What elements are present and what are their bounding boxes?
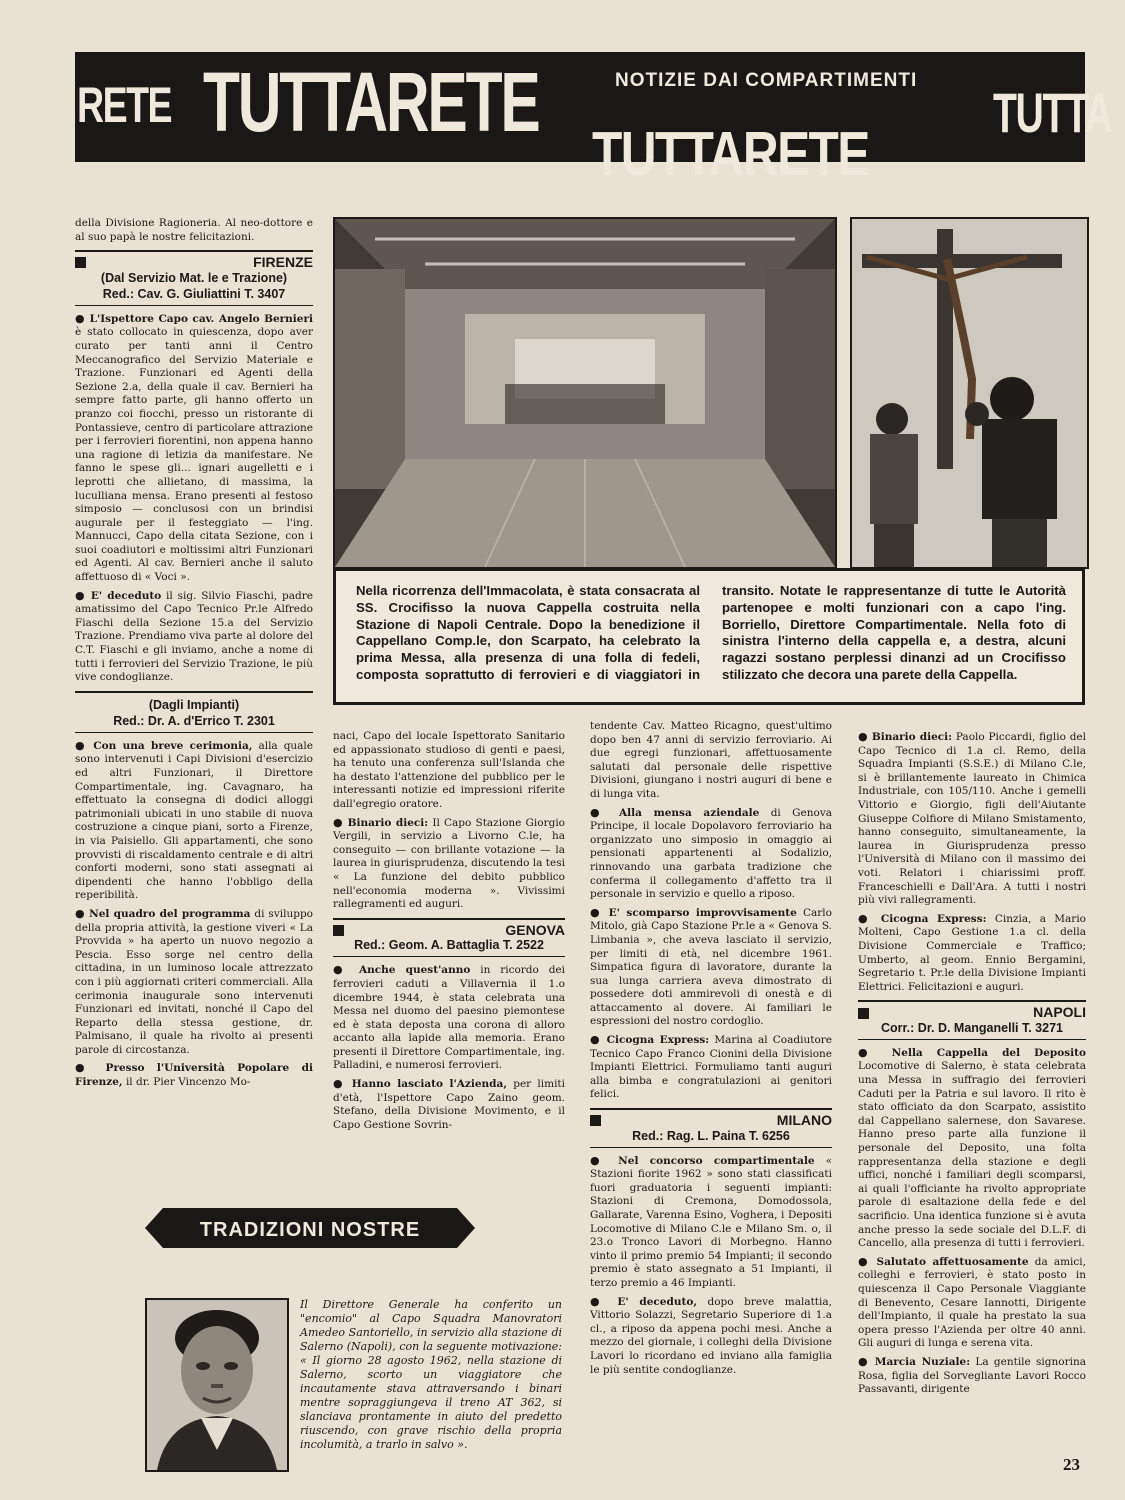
article: ● Cicogna Express: Cinzia, a Mario Molteni, Capo Gestione 1.a cl. della Divisione Commerciale e Traffico; Umberto, al geom. Ennio Bergamini, Segretario t. Pr.le della Divisione Impianti Elettrici. Felicitazioni e auguri. bbox=[858, 911, 1087, 993]
tradizioni-nostre-banner bbox=[145, 1208, 475, 1248]
crucifix-photo bbox=[850, 217, 1089, 569]
section-dept: (Dagli Impianti) bbox=[148, 697, 240, 712]
article: ● Presso l'Università Popolare di Firenze, il dr. Pier Vincenzo Mo- bbox=[75, 1061, 313, 1089]
bullet-icon: ● bbox=[858, 1354, 870, 1368]
chapel-interior-image bbox=[335, 219, 835, 567]
section-editor: Red.: Rag. L. Paina T. 6256 bbox=[632, 1128, 790, 1143]
article: ● Hanno lasciato l'Azienda, per limiti d'età, l'Ispettore Capo Zaino geom. Stefano, della Divisione Movimento, e il Capo Gestione Sovrin- bbox=[333, 1077, 566, 1131]
bullet-icon: ● bbox=[333, 963, 350, 977]
article: ● E' deceduto il sig. Silvio Fiaschi, padre amatissimo del Capo Tecnico Pr.le Alfredo Fiaschi della Sezione 15.a del Servizio Trazione. Prendiamo viva parte al dolore del C.T. Fiaschi e gli inviamo, anche a nome di tutti i ferrovieri del Servizio Trazione, le più vive condoglianze. bbox=[75, 588, 313, 684]
section-header-napoli bbox=[858, 1000, 1086, 1040]
bullet-icon: ● bbox=[590, 905, 603, 919]
article: ● E' deceduto, dopo breve malattia, Vittorio Solazzi, Segretario Superiore di 1.a cl., a riposo da appena pochi mesi. Anche a mezzo del giornale, i colleghi della Divisione Lavori lo ricordano ed inviano alla famiglia le più sentite condoglianze. bbox=[590, 1294, 832, 1376]
portrait-photo bbox=[145, 1298, 289, 1472]
article: ● Binario dieci: Paolo Piccardi, figlio del Capo Tecnico di 1.a cl. Remo, della Squadra Impianti (S.S.E.) di Milano C.le, si è brillantemente laureato in Chimica Industriale, con 105/110. Anche i gemelli Vittorio e Giorgio, figli dell'Aiutante Giuseppe Colfiore di Milano Smistamento, hanno conseguito, simultaneamente, la laurea in Giurisprudenza presso l'Università di Milano con il massimo dei voti. Relatori i chiarissimi proff. Franceschielli e Dall'Ara. A tutti i nostri più vivi rallegramenti. bbox=[858, 730, 1086, 907]
bullet-icon: ● bbox=[590, 1033, 602, 1047]
chapel-interior-photo bbox=[333, 217, 837, 569]
bullet-icon: ● bbox=[858, 730, 869, 743]
bullet-icon: ● bbox=[75, 1061, 94, 1075]
bullet-icon: ● bbox=[590, 1153, 608, 1167]
column-1 bbox=[75, 217, 313, 1094]
column-3 bbox=[590, 720, 832, 1381]
article: ● Alla mensa aziendale di Genova Principe, il locale Dopolavoro ferroviario ha organizzato uno simposio in omaggio ai pensionati appartenenti al Sodalizio, rinnovando una garbata tradizione che conferma il collegamento d'affetto tra il personale in servizio e quello a riposo. bbox=[590, 805, 833, 901]
section-header-firenze bbox=[75, 250, 313, 306]
bullet-icon: ● bbox=[75, 311, 86, 325]
portrait-image bbox=[147, 1300, 287, 1470]
bullet-icon: ● bbox=[75, 906, 86, 920]
section-editor: Red.: Geom. A. Battaglia T. 2522 bbox=[354, 938, 544, 953]
bullet-icon: ● bbox=[858, 1045, 878, 1059]
bullet-icon: ● bbox=[590, 1294, 607, 1308]
bullet-icon: ● bbox=[590, 805, 608, 819]
article: ● Marcia Nuziale: La gentile signorina Rosa, figlia del Sorvegliante Lavori Rocco Passavanti, dirigente bbox=[858, 1354, 1086, 1396]
banner-right-fragment: TUTTA bbox=[993, 81, 1112, 144]
bullet-icon: ● bbox=[333, 1077, 346, 1091]
bullet-icon: ● bbox=[75, 588, 87, 602]
section-square-icon bbox=[590, 1115, 601, 1126]
article: ● Salutato affettuosamente da amici, colleghi e ferrovieri, è stato posto in quiescenza il Capo Personale Viaggiante di Benevento, Cesare Iannotti, Dirigente dell'Impianto, il quale ha prestato la sua opera presso l'Azienda per oltre 40 anni. Gli auguri di lunga e serena vita. bbox=[858, 1254, 1086, 1350]
banner-title: TUTTARETE bbox=[203, 55, 539, 149]
section-dept: (Dal Servizio Mat. le e Trazione) bbox=[100, 270, 288, 285]
article: ● Cicogna Express: Marina al Coadiutore Tecnico Capo Franco Cionini della Divisione Impianti Elettrici. Formuliamo tanti auguri alla bimba e congratulazioni ai genitori felici. bbox=[590, 1033, 832, 1101]
article: ● Anche quest'anno in ricordo dei ferrovieri caduti a Villavernia il 1.o dicembre 1944, è stata celebrata una Messa nel duomo del paesino piemontese ed è stata deposta una corona di alloro accanto alla lapide alla memoria. Erano presenti il Direttore Compartimentale, ing. Palladini, e numerosi ferrovieri. bbox=[333, 963, 565, 1072]
section-square-icon bbox=[858, 1008, 869, 1019]
tradizioni-quote: Il Direttore Generale ha conferito un "encomio" al Capo Squadra Manovratori Amedeo Santoriello, in servizio alla stazione di Salerno (Napoli), con la seguente motivazione: « Il giorno 28 agosto 1962, nella stazione di Salerno, scorto un viaggiatore che incautamente stava attraversando i binari mentre sopraggiungeva il treno AT 362, si slanciava prontamente in aiuto del predetto riuscendo, con grave rischio della propria incolumità, a trarlo in salvo ». bbox=[300, 1298, 562, 1451]
article: ● E' scomparso improvvisamente Carlo Mitolo, già Capo Stazione Pr.le a « Genova S. Limbania », che aveva lasciato il servizio, per limiti di età, nel dicembre 1961. Simpatica figura di lavoratore, durante la sua lunga carriera aveva dimostrato di possedere doti ammirevoli di onestà e di attaccamento al dovere. Ai familiari le espressioni del nostro cordoglio. bbox=[590, 905, 832, 1028]
article: tendente Cav. Matteo Ricagno, quest'ultimo dopo ben 47 anni di servizio ferroviario. Ai due egregi funzionari, affettuosamente salutati dal personale delle rispettive Divisioni, giungano i nostri auguri di bene e di lunga vita. bbox=[590, 720, 832, 800]
section-header-milano bbox=[590, 1108, 832, 1148]
section-editor: Red.: Dr. A. d'Errico T. 2301 bbox=[113, 713, 275, 728]
bullet-icon: ● bbox=[75, 738, 88, 752]
article: ● Con una breve cerimonia, alla quale sono intervenuti i Capi Divisioni d'esercizio ed altri Funzionari, il Direttore Compartimentale, ing. Cavagnaro, ha effettuato la consegna di dodici alloggi patrimoniali ubicati in uno stabile di nuova costruzione a cinque piani, sorto a Firenze, in via Paisiello. Gli appartamenti, che sono provvisti di riscaldamento centrale e di altri conforti moderni, sono stati assegnati ai dipendenti che hanno l'obbligo della reperibilità. bbox=[75, 738, 314, 902]
column-2 bbox=[333, 730, 565, 1136]
section-title: MILANO bbox=[776, 1112, 832, 1129]
banner-subtitle: NOTIZIE DAI COMPARTIMENTI bbox=[615, 70, 918, 91]
section-editor: Corr.: Dr. D. Manganelli T. 3271 bbox=[880, 1020, 1063, 1035]
banner-left-fragment: RETE bbox=[77, 77, 172, 133]
article: ● Nel quadro del programma di sviluppo della propria attività, la gestione viveri « La Provvida » ha aperto un nuovo negozio a Pescia. Esso sorge nel centro della cittadina, in un luminoso locale attrezzato con i più aggiornati criteri commerciali. Alla cerimonia inaugurale sono intervenuti Funzionari ed invitati, nonché il Capo del Reparto della stessa gestione, dr. Palmisano, il quale ha rivolto ai presenti parole di circostanza. bbox=[75, 906, 313, 1056]
section-title: FIRENZE bbox=[253, 254, 313, 271]
bullet-icon: ● bbox=[333, 815, 344, 829]
bullet-icon: ● bbox=[858, 1254, 871, 1268]
article: ● L'Ispettore Capo cav. Angelo Bernieri è stato collocato in quiescenza, dopo aver curato per tanti anni il Centro Meccanografico del Servizio Materiale e Trazione. Funzionari ed Agenti della Sezione 2.a, della quale il cav. Bernieri ha sempre fatto parte, gli hanno offerto un pranzo coi fiocchi, presso un ristorante di Pontassieve, centro di particolare attrazione per i ferrovieri fiorentini, non appena hanno una ragione di letizia da manifestare. Ne fanno le spese gli... ignari augelletti e i leprotti che allietano, di massima, la luculliana mensa. Erano presenti al festoso simposio — conclusosi con un brindisi augurale per il festeggiato — l'ing. Mannucci, Capo della citata Sezione, con i suoi coadiutori e moltissimi altri Funzionari ed Agenti. Al cav. Bernieri anche il saluto affettuoso di « Voci ». bbox=[75, 311, 314, 584]
section-title: NAPOLI bbox=[1033, 1004, 1086, 1021]
banner-bottom-fragment: TUTTARETE bbox=[592, 120, 869, 189]
section-editor: Red.: Cav. G. Giuliattini T. 3407 bbox=[102, 286, 286, 301]
header-banner bbox=[75, 52, 1112, 189]
section-header-genova bbox=[333, 918, 565, 958]
crucifix-boys-image bbox=[852, 219, 1087, 567]
section-square-icon bbox=[333, 925, 344, 936]
page-number: 23 bbox=[1063, 1455, 1080, 1474]
article: ● Nella Cappella del Deposito Locomotive di Salerno, è stata celebrata una Messa in suffragio dei ferrovieri Caduti per la Patria e sul lavoro. Il rito è stato officiato da don Scarpato, assistito dal Cappellano salernese, don Savarese. Hanno preso parte alla funzione il personale del Deposito, una folta rappresentanza della stazione e degli uffici, nonché i familiari degli scomparsi, ai quali l'officiante ha rivolto appropriate parole di esaltazione della fede e del sacrificio. Una identica funzione si è avuta anche presso la sede sociale del D.L.F. di Cancello, alla presenza di tutti i ferrovieri. bbox=[858, 1045, 1086, 1250]
photo-caption: Nella ricorrenza dell'Immacolata, è stata consacrata al SS. Crocifisso la nuova Cappella costruita nella Stazione di Napoli Centrale. Dopo la benedizione il Cappellano Comp.le, don Scarpato, ha celebrato la prima Messa, alla presenza di una folla di fedeli, composta soprattutto di ferrovieri e di viaggiatori in transito. Notate le rappresentanze di tutte le Autorità partenopee e molti funzionari con a capo l'ing. Borriello, Direttore Compartimentale. Nella foto di sinistra l'interno della cappella e, a destra, alcuni ragazzi sostano perplessi dinanzi ad un Crocifisso stilizzato che decora una parete della Cappella. bbox=[333, 568, 1085, 705]
article: ● Nel concorso compartimentale « Stazioni fiorite 1962 » sono stati classificati fuori graduatoria i seguenti impianti: Stazioni di Cremona, Domodossola, Gallarate, Varenna Esino, Voghera, i Depositi Locomotive di Milano C.le e Milano Sm. o, il 23.o Tronco Lavori di Morbegno. Hanno vinto il primo premio 54 Impianti; il secondo premio è stato assegnato a 51 Impianti, il terzo premio a 46 Impianti. bbox=[590, 1153, 832, 1289]
tradizioni-title: TRADIZIONI NOSTRE bbox=[199, 1219, 421, 1241]
intro-text: della Divisione Ragioneria. Al neo-dottore e al suo papà le nostre felicitazioni. bbox=[75, 217, 313, 243]
article: naci, Capo del locale Ispettorato Sanitario ed appassionato studioso di genti e paesi, ha tenuto una conferenza sull'Islanda che ha destato l'attenzione del pubblico per le interessanti notizie ed impressioni riferite dall'egregio oratore. bbox=[333, 730, 565, 810]
section-header-impianti bbox=[75, 691, 313, 733]
bullet-icon: ● bbox=[858, 911, 873, 925]
column-4 bbox=[858, 730, 1086, 1401]
section-title: GENOVA bbox=[505, 921, 565, 938]
article: ● Binario dieci: Il Capo Stazione Giorgio Vergili, in servizio a Livorno C.le, ha conseguito — con brillante votazione — la laurea in giurisprudenza, discutendo la tesi « La funzione del debito pubblico nell'economia moderna ». Vivissimi rallegramenti ed auguri. bbox=[333, 815, 566, 911]
section-square-icon bbox=[75, 257, 86, 268]
